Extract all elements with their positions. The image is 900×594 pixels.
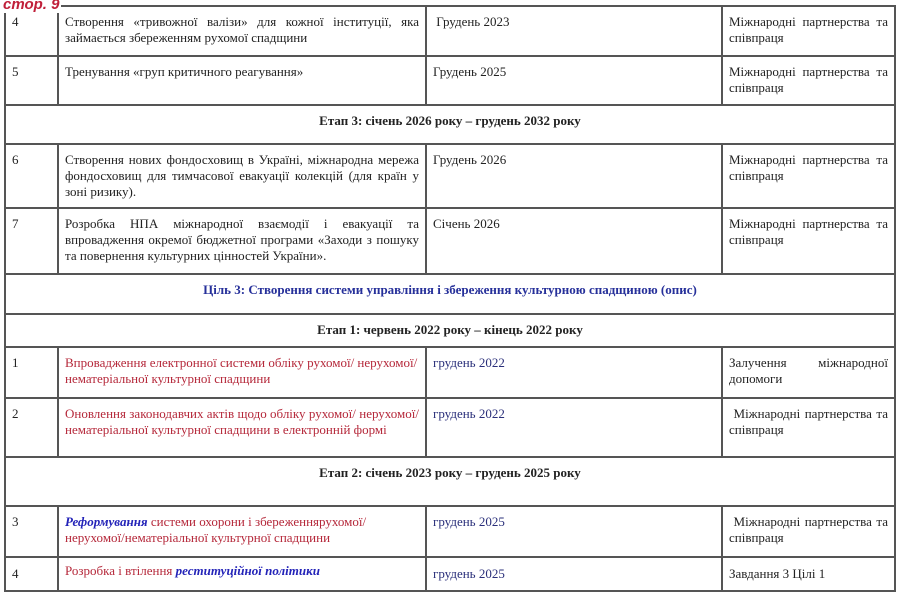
row-number: 6: [5, 144, 58, 208]
stage-3-heading: Етап 3: січень 2026 року – грудень 2032 року: [5, 105, 895, 144]
table-row: [5, 208, 895, 274]
responsible-cell: Залучення міжнародної допомоги: [722, 347, 895, 398]
task-text: системи охорони і збереженнярухомої/ нерухомої/нематеріальної культурної спадщини: [65, 514, 367, 545]
deadline-cell: Січень 2026: [426, 208, 722, 274]
row-number: 4: [5, 557, 58, 591]
stage-heading-row: [5, 314, 895, 347]
table-row: [5, 347, 895, 398]
responsible-cell: Міжнародні партнерства та співпраця: [722, 144, 895, 208]
table-row: [5, 6, 895, 56]
deadline-cell: грудень 2025: [426, 557, 722, 591]
deadline-cell: Грудень 2025: [426, 56, 722, 105]
task-cell: Оновлення законодавчих актів щодо обліку рухомої/ нерухомої/нематеріальної культурної спадщини в електронній формі: [58, 398, 426, 457]
stage-2-heading: Етап 2: січень 2023 року – грудень 2025 року: [5, 457, 895, 506]
task-cell: Розробка НПА міжнародної взаємодії і евакуації та впровадження окремої бюджетної програми «Заходи з пошуку та повернення культурних цінностей України».: [58, 208, 426, 274]
row-number: 1: [5, 347, 58, 398]
deadline-cell: грудень 2022: [426, 398, 722, 457]
stage-heading-row: [5, 105, 895, 144]
row-number: 4: [5, 6, 58, 56]
task-text: Розробка і втілення: [65, 563, 176, 578]
goal-heading-row: [5, 274, 895, 314]
responsible-cell: Завдання 3 Цілі 1: [722, 557, 895, 591]
action-plan-table: [4, 5, 896, 592]
deadline-cell: грудень 2022: [426, 347, 722, 398]
table-row: [5, 144, 895, 208]
responsible-cell: Міжнародні партнерства та співпраця: [722, 506, 895, 557]
task-cell: [58, 557, 426, 591]
deadline-cell: Грудень 2026: [426, 144, 722, 208]
responsible-cell: Міжнародні партнерства та співпраця: [722, 398, 895, 457]
deadline-cell: грудень 2025: [426, 506, 722, 557]
task-emphasis: Реформування: [65, 514, 148, 529]
page-number-label: стор. 9: [3, 0, 61, 13]
task-cell: Створення «тривожної валізи» для кожної інституції, яка займається збереженням рухомої спадщини: [58, 6, 426, 56]
stage-1-heading: Етап 1: червень 2022 року – кінець 2022 року: [5, 314, 895, 347]
table-row: [5, 56, 895, 105]
stage-heading-row: [5, 457, 895, 506]
task-cell: Впровадження електронної системи обліку рухомої/ нерухомої/нематеріальної культурної спадщини: [58, 347, 426, 398]
responsible-cell: Міжнародні партнерства та співпраця: [722, 56, 895, 105]
task-cell: [58, 506, 426, 557]
row-number: 7: [5, 208, 58, 274]
task-emphasis: реституційної політики: [175, 563, 320, 578]
task-cell: Створення нових фондосховищ в Україні, міжнародна мережа фондосховищ для тимчасової евакуації колекцій (для країн у зоні ризику).: [58, 144, 426, 208]
deadline-cell: Грудень 2023: [426, 6, 722, 56]
responsible-cell: Міжнародні партнерства та співпраця: [722, 208, 895, 274]
task-cell: Тренування «груп критичного реагування»: [58, 56, 426, 105]
table-row: [5, 506, 895, 557]
responsible-cell: Міжнародні партнерства та співпраця: [722, 6, 895, 56]
row-number: 2: [5, 398, 58, 457]
row-number: 5: [5, 56, 58, 105]
goal-3-heading: Ціль 3: Створення системи управління і збереження культурною спадщиною (опис): [5, 274, 895, 314]
table-row: [5, 557, 895, 591]
table-row: [5, 398, 895, 457]
row-number: 3: [5, 506, 58, 557]
